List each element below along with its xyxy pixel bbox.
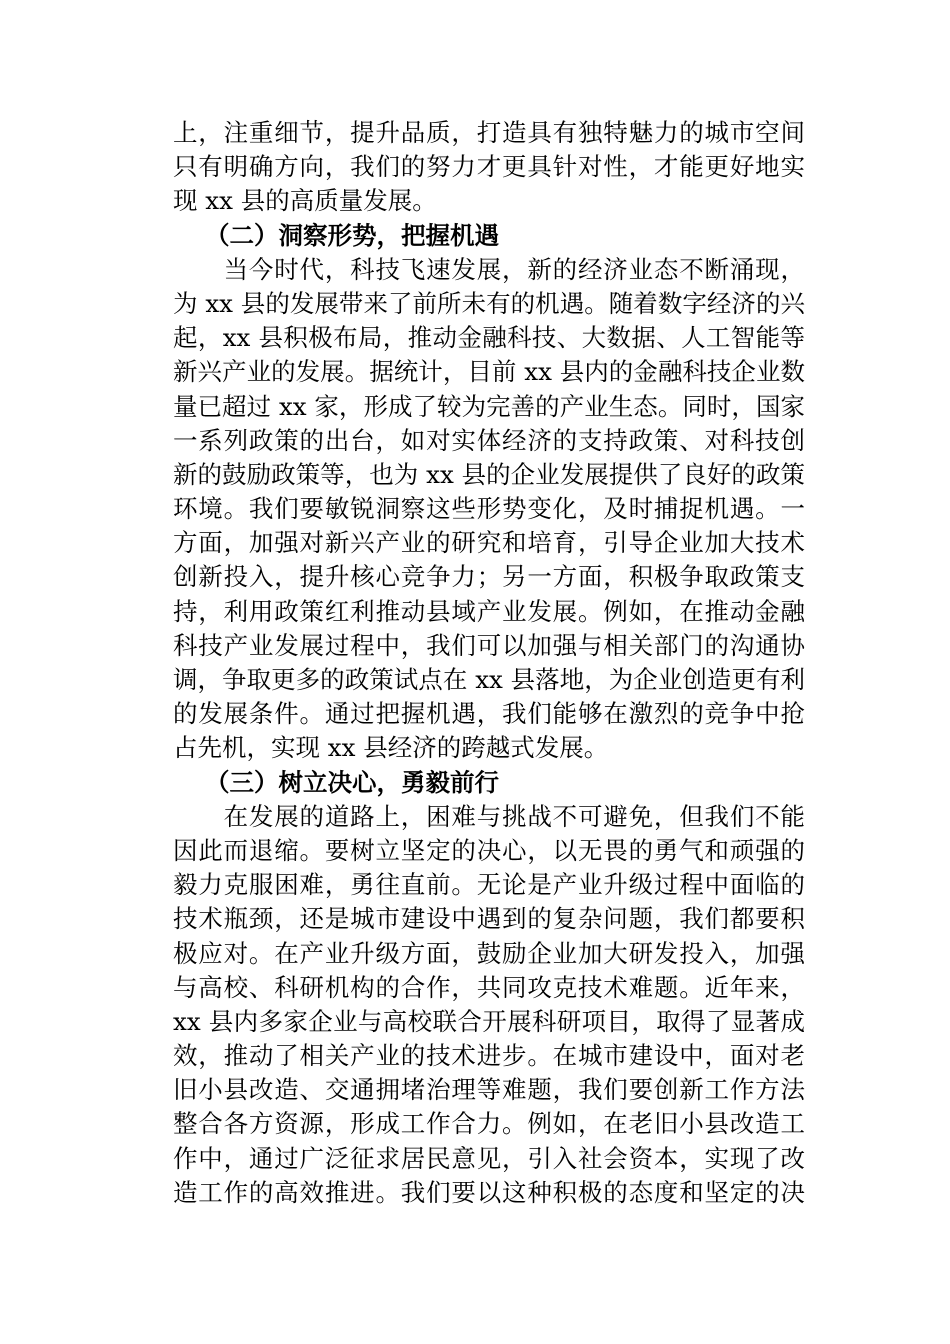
text-line: 新兴产业的发展。据统计，目前 xx 县内的金融科技企业数 [173,357,805,387]
paragraph-determination [173,800,805,1210]
text-line: 环境。我们要敏锐洞察这些形势变化，及时捕捉机遇。一 [173,494,805,524]
text-line: xx 县内多家企业与高校联合开展科研项目，取得了显著成 [173,1006,805,1036]
text-line: 科技产业发展过程中，我们可以加强与相关部门的沟通协 [173,630,805,660]
text-line: 现 xx 县的高质量发展。 [173,186,437,216]
text-line: 上，注重细节，提升品质，打造具有独特魅力的城市空间 [173,118,805,147]
text-line: 只有明确方向，我们的努力才更具针对性，才能更好地实 [173,152,805,182]
text-line: 因此而退缩。要树立坚定的决心，以无畏的勇气和顽强的 [173,835,805,865]
text-line: 当今时代，科技飞速发展，新的经济业态不断涌现， [173,254,805,284]
section-heading-3: （三）树立决心，勇毅前行 [205,767,499,797]
paragraph-opportunities [173,253,805,766]
text-line: 在发展的道路上，困难与挑战不可避免，但我们不能 [173,801,805,831]
text-line: 一系列政策的出台，如对实体经济的支持政策、对科技创 [173,425,805,455]
text-line: 作中，通过广泛征求居民意见，引入社会资本，实现了改 [173,1143,805,1173]
text-line: 持，利用政策红利推动县域产业发展。例如，在推动金融 [173,596,805,626]
text-line: 新的鼓励政策等，也为 xx 县的企业发展提供了良好的政策 [173,459,805,489]
text-line: 效，推动了相关产业的技术进步。在城市建设中，面对老 [173,1041,805,1071]
text-line: 旧小县改造、交通拥堵治理等难题，我们要创新工作方法 [173,1075,805,1105]
text-line: 占先机，实现 xx 县经济的跨越式发展。 [173,733,609,763]
text-line: 整合各方资源，形成工作合力。例如，在老旧小县改造工 [173,1109,805,1139]
text-line: 调，争取更多的政策试点在 xx 县落地，为企业创造更有利 [173,665,805,694]
text-line: 毅力克服困难，勇往直前。无论是产业升级过程中面临的 [173,870,805,900]
text-line: 造工作的高效推进。我们要以这种积极的态度和坚定的决 [173,1177,805,1207]
paragraph-continuation [173,116,805,219]
text-line: 为 xx 县的发展带来了前所未有的机遇。随着数字经济的兴 [173,288,805,318]
text-line: 的发展条件。通过把握机遇，我们能够在激烈的竞争中抢 [173,699,805,729]
document-page [173,116,805,1210]
text-line: 方面，加强对新兴产业的研究和培育，引导企业加大技术 [173,528,805,558]
text-line: 量已超过 xx 家，形成了较为完善的产业生态。同时，国家 [173,391,805,421]
text-line: 技术瓶颈，还是城市建设中遇到的复杂问题，我们都要积 [173,904,805,934]
text-line: 创新投入，提升核心竞争力；另一方面，积极争取政策支 [173,562,805,592]
text-line: 起，xx 县积极布局，推动金融科技、大数据、人工智能等 [173,323,805,353]
text-line: 极应对。在产业升级方面，鼓励企业加大研发投入，加强 [173,938,805,968]
section-heading-2: （二）洞察形势，把握机遇 [205,220,499,250]
text-line: 与高校、科研机构的合作，共同攻克技术难题。近年来， [173,972,805,1002]
